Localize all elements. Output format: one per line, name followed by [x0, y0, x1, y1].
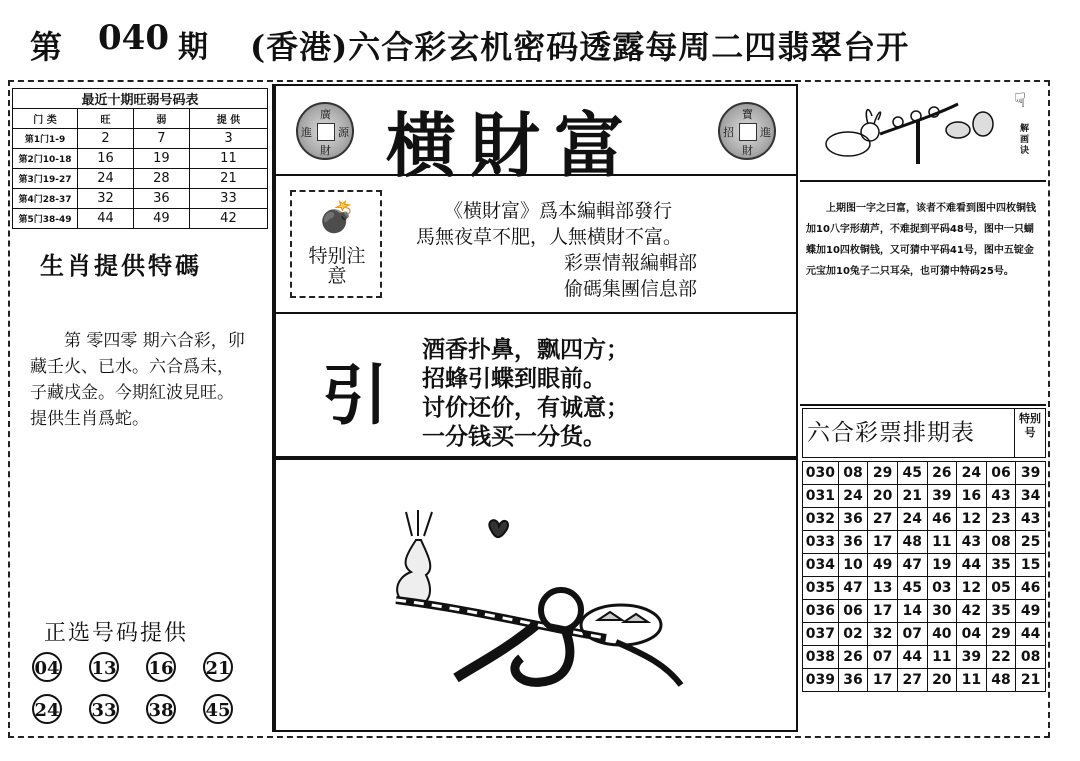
schedule-number: 48 [897, 531, 927, 554]
schedule-row [803, 462, 1046, 485]
schedule-number: 40 [927, 623, 957, 646]
history-cell: 7 [133, 129, 189, 149]
history-cell: 24 [78, 169, 134, 189]
schedule-number: 19 [927, 554, 957, 577]
schedule-number: 20 [927, 669, 957, 692]
schedule-number: 42 [957, 600, 987, 623]
schedule-title: 六合彩票排期表 [807, 420, 975, 446]
schedule-number: 39 [957, 646, 987, 669]
schedule-number: 49 [1016, 600, 1046, 623]
notice-label: 特别注意 [308, 245, 366, 287]
left-coin-icon: 廣 進 源 財 [296, 102, 354, 160]
schedule-table [802, 461, 1046, 692]
history-cell: 42 [189, 209, 267, 229]
schedule-box [802, 408, 1046, 692]
schedule-number: 36 [838, 531, 868, 554]
schedule-number: 24 [897, 508, 927, 531]
schedule-number: 16 [957, 485, 987, 508]
history-cell: 第4门28-37 [13, 189, 78, 209]
schedule-number: 23 [986, 508, 1016, 531]
schedule-number: 48 [986, 669, 1016, 692]
schedule-number: 45 [897, 577, 927, 600]
pick-ball: 24 [32, 694, 62, 724]
solution-text: 上期图一字之曰富，该者不难看到图中四枚铜钱加10八字形葫芦，不难捉到平码48号，图中一只蝴蝶加10四枚铜钱，又可猜中平码41号，图中五锭金元宝加10兔子二只耳朵，也可猜中特码25号。 [806, 203, 1036, 277]
history-title: 最近十期旺弱号码表 [13, 89, 268, 109]
schedule-row [803, 554, 1046, 577]
schedule-number: 04 [957, 623, 987, 646]
puzzle-illustration-box [274, 458, 798, 732]
schedule-number: 26 [838, 646, 868, 669]
history-cell: 第2门10-18 [13, 149, 78, 169]
page-title: (香港)六合彩玄机密码透露每周二四翡翠台开 [250, 28, 910, 66]
schedule-number: 39 [927, 485, 957, 508]
schedule-number: 35 [986, 554, 1016, 577]
schedule-number: 12 [957, 508, 987, 531]
history-cell: 32 [78, 189, 134, 209]
masthead-title: 横財富 [386, 104, 638, 187]
schedule-number: 44 [897, 646, 927, 669]
history-cell: 第3门19-27 [13, 169, 78, 189]
schedule-number: 07 [897, 623, 927, 646]
schedule-number: 17 [868, 531, 898, 554]
schedule-number: 25 [1016, 531, 1046, 554]
history-cell: 36 [133, 189, 189, 209]
schedule-number: 47 [838, 577, 868, 600]
history-cell: 3 [189, 129, 267, 149]
history-row [13, 169, 268, 189]
history-cell: 21 [189, 169, 267, 189]
schedule-number: 15 [1016, 554, 1046, 577]
schedule-number: 27 [897, 669, 927, 692]
intro-line-1: 酒香扑鼻，飘四方； [422, 337, 629, 363]
history-header: 门 类 [13, 109, 78, 129]
masthead-box [274, 84, 798, 187]
schedule-issue: 039 [803, 669, 839, 692]
picks-title: 正选号码提供 [44, 621, 189, 646]
zodiac-title: 生肖提供特碼 [40, 252, 202, 280]
schedule-issue: 032 [803, 508, 839, 531]
schedule-number: 12 [957, 577, 987, 600]
schedule-number: 07 [868, 646, 898, 669]
schedule-number: 45 [897, 462, 927, 485]
schedule-number: 21 [1016, 669, 1046, 692]
pick-ball: 13 [89, 652, 119, 682]
history-cell: 第1门1-9 [13, 129, 78, 149]
schedule-number: 08 [986, 531, 1016, 554]
history-table-box [12, 88, 268, 229]
history-header: 弱 [133, 109, 189, 129]
notice-line-1: 《横財富》爲本編輯部發行 [444, 200, 673, 222]
schedule-number: 36 [838, 508, 868, 531]
puzzle-image [808, 84, 1008, 174]
schedule-number: 39 [1016, 462, 1046, 485]
schedule-row [803, 646, 1046, 669]
schedule-issue: 038 [803, 646, 839, 669]
pick-ball: 21 [203, 652, 233, 682]
schedule-number: 03 [927, 577, 957, 600]
history-cell: 49 [133, 209, 189, 229]
notice-box [274, 176, 798, 312]
history-cell: 11 [189, 149, 267, 169]
pick-ball: 38 [146, 694, 176, 724]
schedule-number: 11 [927, 531, 957, 554]
notice-line-2: 馬無夜草不肥，人無横財不富。 [416, 226, 683, 248]
schedule-number: 13 [868, 577, 898, 600]
issue-suffix: 期 [178, 30, 208, 65]
schedule-issue: 033 [803, 531, 839, 554]
pick-ball: 33 [89, 694, 119, 724]
schedule-row [803, 531, 1046, 554]
schedule-number: 35 [986, 600, 1016, 623]
intro-line-2: 招蜂引蝶到眼前。 [422, 366, 606, 392]
history-row [13, 209, 268, 229]
schedule-number: 29 [868, 462, 898, 485]
schedule-issue: 031 [803, 485, 839, 508]
schedule-issue: 036 [803, 600, 839, 623]
pick-ball: 45 [203, 694, 233, 724]
intro-char: 引 [322, 357, 388, 434]
history-row [13, 129, 268, 149]
schedule-row [803, 508, 1046, 531]
notice-line-4: 偷碼集團信息部 [564, 278, 698, 300]
schedule-number: 17 [868, 669, 898, 692]
history-cell: 2 [78, 129, 134, 149]
page-header [30, 18, 1060, 66]
special-label: 特别号 [1014, 409, 1045, 457]
schedule-number: 20 [868, 485, 898, 508]
schedule-number: 44 [957, 554, 987, 577]
schedule-number: 17 [868, 600, 898, 623]
history-header: 提 供 [189, 109, 267, 129]
history-cell: 16 [78, 149, 134, 169]
schedule-number: 24 [838, 485, 868, 508]
right-coin-icon: 寶 招 進 財 [718, 102, 776, 160]
schedule-number: 47 [897, 554, 927, 577]
schedule-number: 06 [838, 600, 868, 623]
schedule-number: 44 [1016, 623, 1046, 646]
schedule-number: 11 [957, 669, 987, 692]
schedule-issue: 034 [803, 554, 839, 577]
history-row [13, 189, 268, 209]
intro-line-3: 讨价还价，有诚意； [422, 395, 629, 421]
history-cell: 33 [189, 189, 267, 209]
zodiac-text: 第 零四零 期六合彩，卯藏壬火、已水。六合爲未，子藏戌金。今期紅波見旺。提供生肖爲蛇。 [30, 331, 245, 429]
pick-ball: 04 [32, 652, 62, 682]
schedule-number: 22 [986, 646, 1016, 669]
schedule-row [803, 669, 1046, 692]
notice-label-box [290, 190, 382, 298]
history-header: 旺 [78, 109, 134, 129]
puzzle-illustration [276, 460, 796, 730]
schedule-number: 14 [897, 600, 927, 623]
history-cell: 第5门38-49 [13, 209, 78, 229]
schedule-issue: 037 [803, 623, 839, 646]
schedule-number: 34 [1016, 485, 1046, 508]
schedule-number: 24 [957, 462, 987, 485]
schedule-number: 26 [927, 462, 957, 485]
schedule-number: 43 [957, 531, 987, 554]
schedule-number: 06 [986, 462, 1016, 485]
history-cell: 28 [133, 169, 189, 189]
schedule-number: 36 [838, 669, 868, 692]
schedule-number: 29 [986, 623, 1016, 646]
schedule-issue: 030 [803, 462, 839, 485]
solution-box [800, 180, 1046, 406]
schedule-number: 27 [868, 508, 898, 531]
intro-poem [422, 336, 629, 452]
schedule-number: 43 [1016, 508, 1046, 531]
pointing-hand-icon: ☟ [1014, 88, 1027, 112]
schedule-number: 08 [838, 462, 868, 485]
issue-number: 040 [98, 18, 169, 58]
puzzle-label: 解画诀 [1020, 124, 1030, 156]
bomb-icon: 💣 [318, 200, 356, 235]
history-cell: 44 [78, 209, 134, 229]
history-cell: 19 [133, 149, 189, 169]
schedule-number: 30 [927, 600, 957, 623]
notice-line-3: 彩票情報編輯部 [564, 252, 698, 274]
schedule-number: 46 [927, 508, 957, 531]
schedule-issue: 035 [803, 577, 839, 600]
puzzle-box [800, 84, 1048, 180]
issue-prefix: 第 [30, 28, 63, 66]
history-table [12, 88, 268, 229]
pick-ball: 16 [146, 652, 176, 682]
schedule-number: 11 [927, 646, 957, 669]
schedule-number: 32 [868, 623, 898, 646]
intro-box [274, 312, 798, 458]
schedule-number: 49 [868, 554, 898, 577]
schedule-number: 05 [986, 577, 1016, 600]
schedule-number: 46 [1016, 577, 1046, 600]
schedule-number: 10 [838, 554, 868, 577]
schedule-row [803, 623, 1046, 646]
schedule-number: 02 [838, 623, 868, 646]
schedule-row [803, 577, 1046, 600]
schedule-row [803, 485, 1046, 508]
history-row [13, 149, 268, 169]
schedule-number: 08 [1016, 646, 1046, 669]
schedule-row [803, 600, 1046, 623]
schedule-number: 43 [986, 485, 1016, 508]
intro-line-4: 一分钱买一分货。 [422, 424, 606, 450]
schedule-number: 21 [897, 485, 927, 508]
